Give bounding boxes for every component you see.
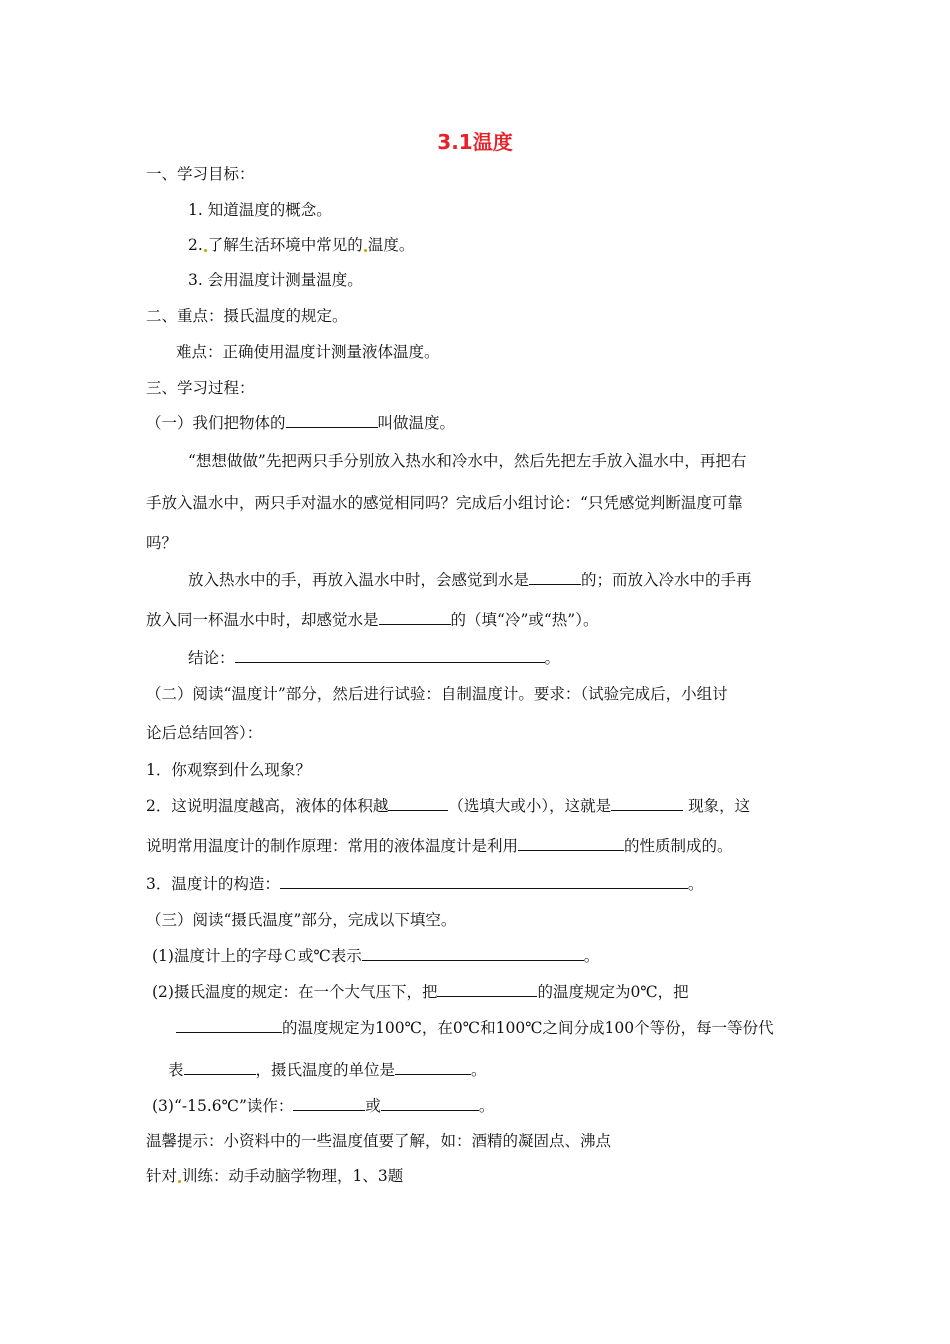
blank-line[interactable]: [529, 570, 581, 585]
part-3-intro: （三）阅读“摄氏温度”部分，完成以下填空。: [146, 911, 457, 929]
goal-1: 1. 知道温度的概念。: [188, 201, 332, 219]
question-1: 1．你观察到什么现象？: [146, 761, 311, 779]
blank-line[interactable]: [184, 1060, 256, 1075]
section-1-heading: 一、学习目标：: [146, 165, 255, 183]
blank-line[interactable]: [379, 610, 451, 625]
difficult-point: 难点：正确使用温度计测量液体温度。: [176, 343, 440, 361]
question-3: 3．温度计的构造： 。: [146, 875, 704, 893]
blank-line[interactable]: [176, 1018, 282, 1033]
goal-3: 3. 会用温度计测量温度。: [188, 271, 363, 289]
celsius-question-2: (2)摄氏温度的规定：在一个大气压下，把 的温度规定为0℃，把: [152, 983, 689, 1001]
mark-dot: [204, 249, 207, 252]
part-2-intro: 论后总结回答）：: [146, 724, 263, 742]
mark-dot: [178, 1180, 181, 1183]
blank-line[interactable]: [395, 1060, 471, 1075]
blank-line[interactable]: [381, 1096, 479, 1111]
feeling-question: 放入热水中的手，再放入温水中时，会感觉到水是 的；而放入冷水中的手再: [188, 571, 752, 589]
mark-dot: [364, 249, 367, 252]
blank-line[interactable]: [437, 982, 537, 997]
question-2: 2．这说明温度越高，液体的体积越 （选填大或小），这就是 现象，这: [146, 797, 751, 815]
blank-line[interactable]: [388, 796, 448, 811]
blank-line[interactable]: [362, 946, 584, 961]
section-3-heading: 三、学习过程：: [146, 379, 255, 397]
part-2-intro: （二）阅读“温度计”部分，然后进行试验：自制温度计。要求：（试验完成后，小组讨: [146, 685, 728, 703]
key-point: 二、重点：摄氏温度的规定。: [146, 307, 348, 325]
blank-line[interactable]: [286, 413, 378, 428]
goal-2: 2. 了解生活环境中常见的 温度。: [188, 236, 415, 254]
training-text: 针对 训练：动手动脑学物理，1、3题: [146, 1167, 404, 1185]
question-2-cont: 说明常用温度计的制作原理：常用的液体温度计是利用 的性质制成的。: [146, 837, 733, 855]
blank-line[interactable]: [280, 874, 688, 889]
celsius-question-2-end: 表 ，摄氏温度的单位是 。: [168, 1061, 487, 1079]
part-1-question: （一）我们把物体的 叫做温度。: [146, 414, 456, 432]
feeling-question: 放入同一杯温水中时，却感觉水是 的（填“冷”或“热”）。: [146, 611, 599, 629]
conclusion: 结论： 。: [188, 649, 561, 667]
activity-text: “想想做做”先把两只手分别放入热水和冷水中，然后先把左手放入温水中，再把右: [188, 452, 747, 470]
celsius-question-1: (1)温度计上的字母Ｃ或℃表示 。: [152, 947, 600, 965]
celsius-question-2-cont: 的温度规定为100℃，在0℃和100℃之间分成100个等份，每一等份代: [176, 1018, 774, 1038]
activity-text: 吗？: [146, 534, 178, 552]
blank-line[interactable]: [518, 836, 624, 851]
activity-text: 手放入温水中，两只手对温水的感觉相同吗？完成后小组讨论：“只凭感觉判断温度可靠: [146, 494, 743, 512]
blank-line[interactable]: [611, 796, 683, 811]
blank-line[interactable]: [293, 1096, 365, 1111]
celsius-question-3: (3)“-15.6℃”读作： 或 。: [152, 1097, 495, 1115]
tip-text: 温馨提示：小资料中的一些温度值要了解，如：酒精的凝固点、沸点: [146, 1132, 612, 1150]
page-title: 3.1温度: [437, 130, 513, 154]
blank-line[interactable]: [235, 648, 545, 663]
